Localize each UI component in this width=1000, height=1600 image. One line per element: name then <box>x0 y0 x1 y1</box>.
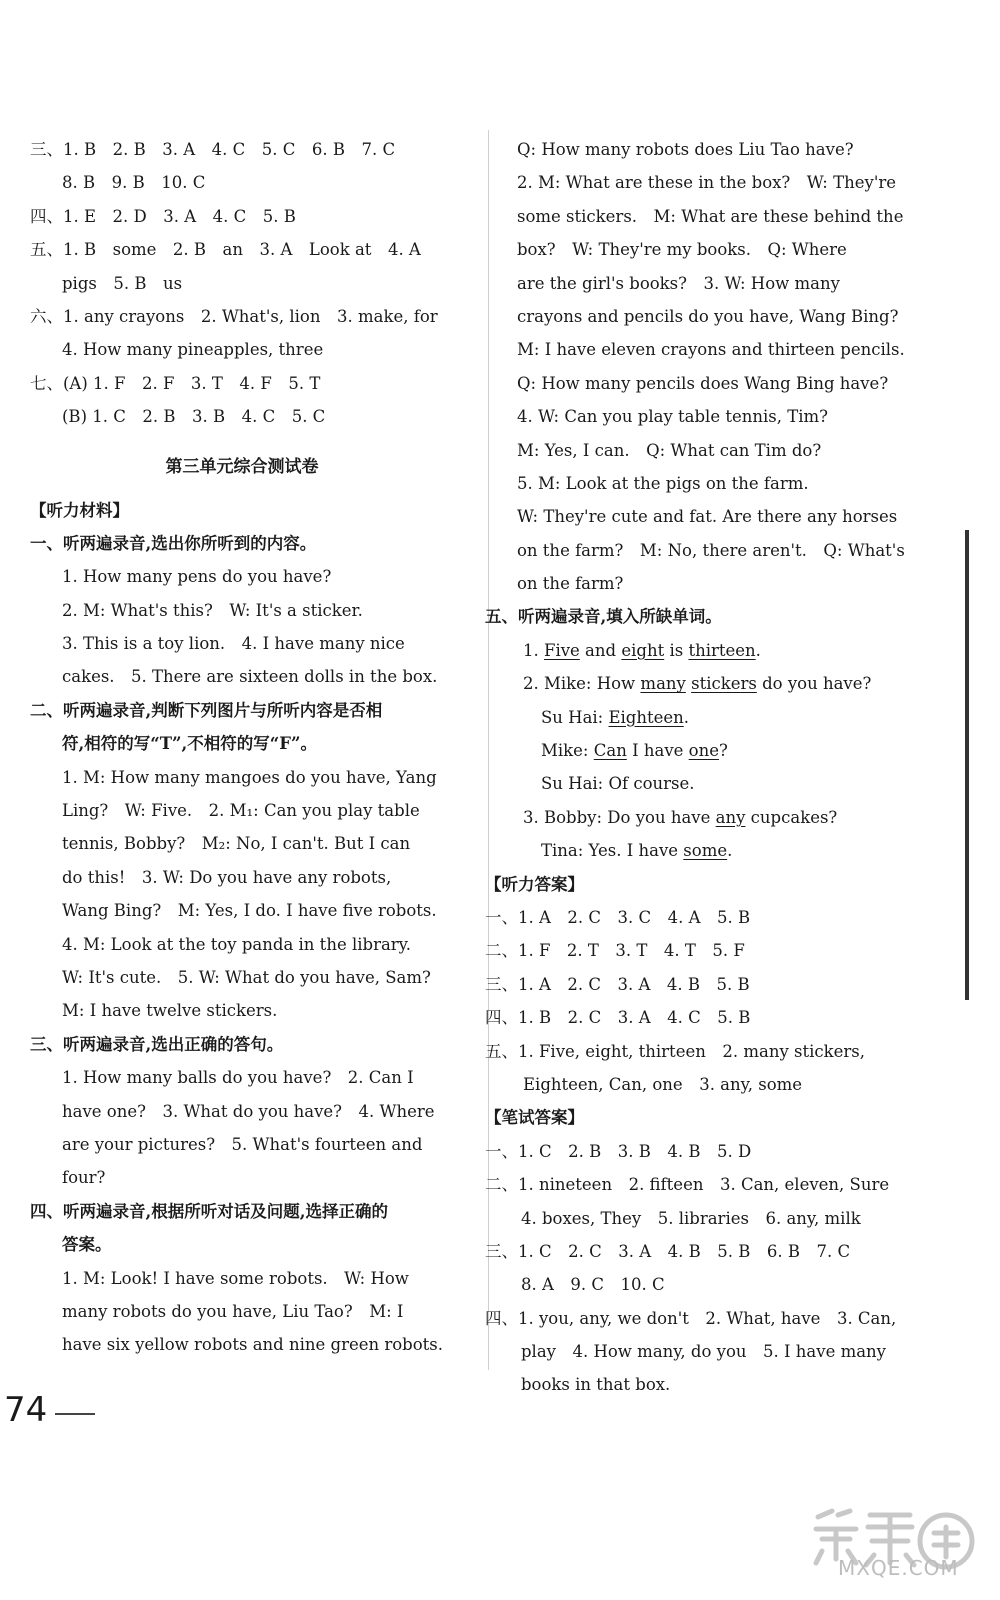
transcript-line: many robots do you have, Liu Tao? M: I <box>62 1301 404 1321</box>
transcript-line: are the girl's books? 3. W: How many <box>517 273 840 293</box>
answer-line: 三、1. C 2. C 3. A 4. B 5. B 6. B 7. C <box>485 1241 851 1261</box>
answer-line: 8. B 9. B 10. C <box>62 173 206 193</box>
answer-line: 4. How many pineapples, three <box>62 340 324 360</box>
left-column <box>30 133 460 1362</box>
transcript-line: Wang Bing? M: Yes, I do. I have five robots. <box>62 901 437 921</box>
transcript-line: Ling? W: Five. 2. M₁: Can you play table <box>62 801 420 821</box>
transcript-line: cakes. 5. There are sixteen dolls in the box. <box>62 667 438 687</box>
answer-line: play 4. How many, do you 5. I have many <box>521 1342 887 1362</box>
transcript-line: 2. M: What's this? W: It's a sticker. <box>62 600 363 620</box>
page-number: 74 <box>4 1390 48 1430</box>
answer-line: 二、1. F 2. T 3. T 4. T 5. F <box>485 941 745 961</box>
question-title: 二、听两遍录音,判断下列图片与所听内容是否相 <box>30 700 383 720</box>
answer-line: 4. boxes, They 5. libraries 6. any, milk <box>521 1208 861 1228</box>
watermark-url: MXQE.COM <box>838 1556 959 1580</box>
listening-material-header: 【听力材料】 <box>30 500 129 520</box>
question-title: 三、听两遍录音,选出正确的答句。 <box>30 1034 284 1054</box>
transcript-line: W: It's cute. 5. W: What do you have, Sam? <box>62 967 431 987</box>
answer-line: pigs 5. B us <box>62 273 183 293</box>
transcript-line: Q: How many pencils does Wang Bing have? <box>517 373 889 393</box>
transcript-line: 5. M: Look at the pigs on the farm. <box>517 473 809 493</box>
answer-line: 四、1. B 2. C 3. A 4. C 5. B <box>485 1008 751 1028</box>
margin-mark <box>965 530 969 1000</box>
blank-answer: Can <box>593 741 627 761</box>
transcript-line: do this! 3. W: Do you have any robots, <box>62 867 392 887</box>
answer-line: 七、(A) 1. F 2. F 3. T 4. F 5. T <box>30 373 321 393</box>
page-number-dash <box>55 1413 95 1415</box>
blank-answer: some <box>683 841 728 861</box>
right-column <box>485 133 917 1402</box>
answer-line: 二、1. nineteen 2. fifteen 3. Can, eleven, Sure <box>485 1175 890 1195</box>
answer-line: books in that box. <box>521 1375 671 1395</box>
answer-line: 五、1. B some 2. B an 3. A Look at 4. A <box>30 240 421 260</box>
blank-answer: eight <box>621 640 665 660</box>
section-title: 第三单元综合测试卷 <box>165 456 319 477</box>
fill-blank-line: Mike: Can I have one? <box>541 741 728 761</box>
transcript-line: M: I have eleven crayons and thirteen pencils. <box>517 340 905 360</box>
answer-line: 四、1. you, any, we don't 2. What, have 3. Can, <box>485 1308 897 1328</box>
transcript-line: box? W: They're my books. Q: Where <box>517 240 847 260</box>
fill-blank-line: 3. Bobby: Do you have any cupcakes? <box>523 807 838 827</box>
transcript-line: 2. M: What are these in the box? W: They're <box>517 173 897 193</box>
transcript-line: have one? 3. What do you have? 4. Where <box>62 1101 435 1121</box>
fill-blank-line: 2. Mike: How many stickers do you have? <box>523 674 872 694</box>
answer-line: 五、1. Five, eight, thirteen 2. many stickers, <box>485 1041 865 1061</box>
transcript-line: 3. This is a toy lion. 4. I have many nice <box>62 634 405 654</box>
transcript-line: 1. M: How many mangoes do you have, Yang <box>62 767 437 787</box>
transcript-line: M: Yes, I can. Q: What can Tim do? <box>517 440 822 460</box>
blank-answer: any <box>715 807 746 827</box>
transcript-line: Q: How many robots does Liu Tao have? <box>517 140 854 159</box>
written-answer-header: 【笔试答案】 <box>485 1108 584 1128</box>
transcript-line: W: They're cute and fat. Are there any horses <box>517 507 898 527</box>
question-title: 四、听两遍录音,根据所听对话及问题,选择正确的 <box>30 1201 388 1221</box>
answer-line: Eighteen, Can, one 3. any, some <box>523 1074 803 1094</box>
transcript-line: on the farm? M: No, there aren't. Q: What's <box>517 540 905 560</box>
transcript-line: 1. How many balls do you have? 2. Can I <box>62 1068 414 1088</box>
question-title: 答案。 <box>62 1235 112 1255</box>
transcript-line: 1. M: Look! I have some robots. W: How <box>62 1268 409 1288</box>
transcript-line: crayons and pencils do you have, Wang Bing? <box>517 306 899 326</box>
answer-line: 一、1. A 2. C 3. C 4. A 5. B <box>485 907 751 927</box>
answer-line: 三、1. A 2. C 3. A 4. B 5. B <box>485 974 750 994</box>
transcript-line: are your pictures? 5. What's fourteen and <box>62 1134 423 1154</box>
transcript-line: have six yellow robots and nine green robots. <box>62 1335 444 1355</box>
transcript-line: some stickers. M: What are these behind the <box>517 206 904 226</box>
fill-blank-line: 1. Five and eight is thirteen. <box>523 640 761 660</box>
listening-answer-header: 【听力答案】 <box>485 874 584 894</box>
transcript-line: 1. How many pens do you have? <box>62 567 332 587</box>
fill-blank-line: Su Hai: Of course. <box>541 774 695 794</box>
fill-blank-line: Su Hai: Eighteen. <box>541 707 690 727</box>
answer-line: 一、1. C 2. B 3. B 4. B 5. D <box>485 1141 752 1161</box>
blank-answer: Eighteen <box>608 707 684 727</box>
blank-answer: Five <box>544 640 580 660</box>
answer-line: 六、1. any crayons 2. What's, lion 3. make, for <box>30 306 438 326</box>
question-title: 五、听两遍录音,填入所缺单词。 <box>485 607 722 627</box>
transcript-line: 4. M: Look at the toy panda in the library. <box>62 934 412 954</box>
transcript-line: on the farm? <box>517 574 624 594</box>
question-title: 一、听两遍录音,选出你所听到的内容。 <box>30 533 317 553</box>
answer-line: (B) 1. C 2. B 3. B 4. C 5. C <box>62 407 326 427</box>
transcript-line: four? <box>62 1168 106 1188</box>
answer-line: 三、1. B 2. B 3. A 4. C 5. C 6. B 7. C <box>30 140 396 159</box>
blank-answer: stickers <box>691 674 757 694</box>
transcript-line: M: I have twelve stickers. <box>62 1001 278 1021</box>
blank-answer: many <box>640 674 686 694</box>
answer-line: 四、1. E 2. D 3. A 4. C 5. B <box>30 206 296 226</box>
transcript-line: 4. W: Can you play table tennis, Tim? <box>517 407 828 427</box>
transcript-line: tennis, Bobby? M₂: No, I can't. But I can <box>62 834 411 854</box>
blank-answer: thirteen <box>688 640 756 660</box>
answer-line: 8. A 9. C 10. C <box>521 1275 665 1295</box>
fill-blank-line: Tina: Yes. I have some. <box>541 841 733 861</box>
blank-answer: one <box>688 741 719 761</box>
question-title: 符,相符的写“T”,不相符的写“F”。 <box>62 734 317 754</box>
